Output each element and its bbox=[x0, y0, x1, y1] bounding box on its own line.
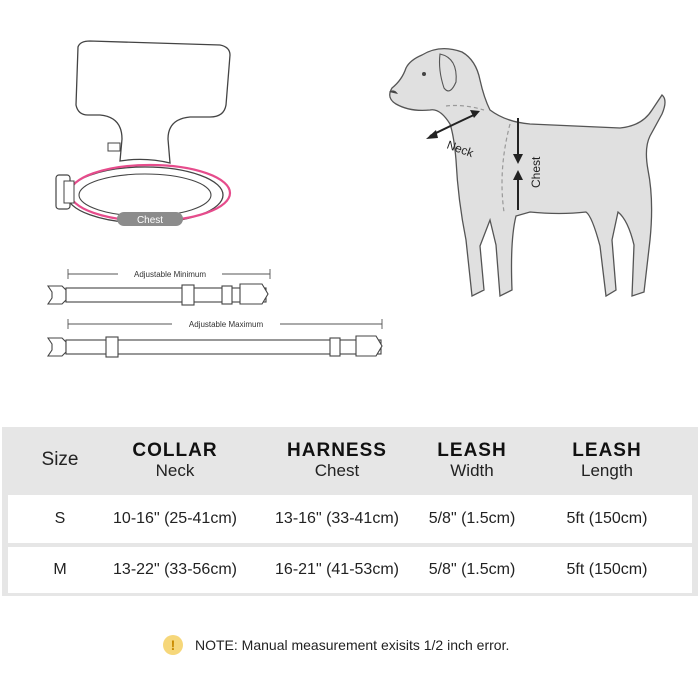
row-leash-width: 5/8" (1.5cm) bbox=[428, 561, 516, 578]
harness-illustration bbox=[40, 35, 250, 235]
row-collar: 13-22" (33-56cm) bbox=[113, 561, 237, 578]
row-harness: 16-21" (41-53cm) bbox=[275, 561, 399, 578]
header-leash-length: LEASH Length bbox=[572, 439, 642, 480]
header-size: Size bbox=[41, 449, 79, 470]
header-harness: HARNESS Chest bbox=[287, 439, 387, 480]
row-leash-length: 5ft (150cm) bbox=[566, 561, 648, 578]
row-leash-length: 5ft (150cm) bbox=[566, 510, 648, 527]
row-size: S bbox=[54, 510, 66, 527]
note-text: NOTE: Manual measurement exisits 1/2 inch error. bbox=[195, 637, 510, 653]
adjustable-max-label: Adjustable Maximum bbox=[188, 320, 264, 329]
dog-illustration bbox=[380, 40, 680, 320]
dog-neck-label: Neck bbox=[444, 137, 476, 161]
row-size: M bbox=[53, 561, 67, 578]
adjustable-min-label: Adjustable Minimum bbox=[133, 270, 207, 279]
header-leash-width: LEASH Width bbox=[437, 439, 507, 480]
harness-chest-label: Chest bbox=[136, 215, 164, 226]
header-collar: COLLAR Neck bbox=[132, 439, 218, 480]
dog-silhouette bbox=[390, 49, 665, 296]
collar-min-drawing bbox=[48, 284, 268, 305]
dog-chest-label: Chest bbox=[529, 156, 543, 188]
harness-d-ring bbox=[108, 143, 120, 151]
row-harness: 13-16" (33-41cm) bbox=[275, 510, 399, 527]
row-collar: 10-16" (25-41cm) bbox=[113, 510, 237, 527]
collar-max-drawing bbox=[48, 336, 382, 357]
row-leash-width: 5/8" (1.5cm) bbox=[428, 510, 516, 527]
harness-back-panel bbox=[76, 41, 230, 163]
table-row bbox=[8, 495, 692, 543]
table-row bbox=[8, 547, 692, 593]
size-table bbox=[2, 427, 698, 596]
exclamation-icon: ! bbox=[163, 635, 183, 655]
measurement-note bbox=[163, 634, 509, 656]
table-header-row bbox=[2, 427, 698, 493]
collar-size-diagram bbox=[40, 262, 390, 367]
